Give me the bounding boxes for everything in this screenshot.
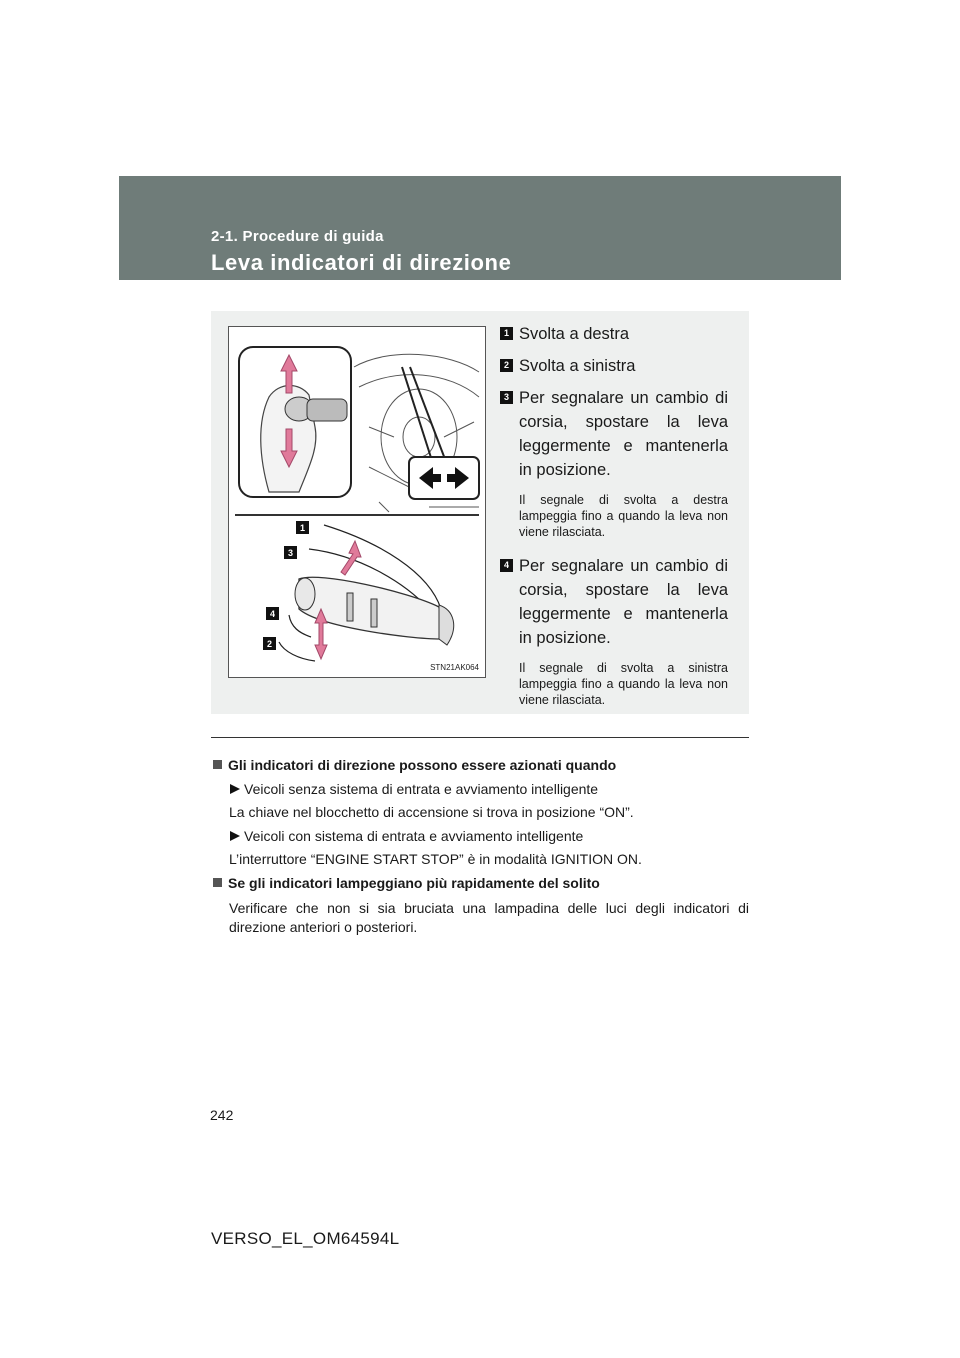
step-item <box>500 354 728 378</box>
note-sub-item-label: Veicoli senza sistema di entrata e avviamento intelligente <box>244 781 599 797</box>
step-text: Svolta a sinistra <box>519 357 636 375</box>
step-item <box>500 322 728 346</box>
note-sub-item <box>213 781 749 797</box>
step-list <box>500 322 728 722</box>
square-bullet-icon <box>213 878 222 887</box>
notes-section <box>213 757 749 937</box>
hand-lever-inset <box>239 347 351 497</box>
note-heading-text: Gli indicatori di direzione possono essere azionati quando <box>228 757 617 773</box>
lever-detail <box>279 525 454 661</box>
step-number-badge: 3 <box>500 391 513 404</box>
page-number: 242 <box>210 1107 234 1123</box>
note-sub-item <box>213 828 749 844</box>
callout-3-label: 3 <box>287 548 294 558</box>
step-item <box>500 386 728 540</box>
section-label: 2-1. Procedure di guida <box>211 228 384 245</box>
note-detail: L’interruttore “ENGINE START STOP” è in modalità IGNITION ON. <box>229 851 642 867</box>
left-right-arrows-icon <box>409 457 479 499</box>
note-heading-text: Se gli indicatori lampeggiano più rapidamente del solito <box>228 875 600 891</box>
step-note: Il segnale di svolta a destra lampeggia fino a quando la leva non viene rilasciata. <box>519 493 728 539</box>
step-number-badge: 1 <box>500 327 513 340</box>
page-title: Leva indicatori di direzione <box>211 250 512 275</box>
triangle-bullet-icon <box>230 831 240 841</box>
note-paragraph: Verificare che non si sia bruciata una lampadina delle luci degli indicatori di direzione anteriori o posteriori. <box>229 900 749 935</box>
square-bullet-icon <box>213 760 222 769</box>
triangle-bullet-icon <box>230 784 240 794</box>
step-text: Per segnalare un cambio di corsia, spostare la leva leggermente e mantenerla in posizione. <box>519 389 728 479</box>
step-item <box>500 554 728 708</box>
note-detail: La chiave nel blocchetto di accensione si trova in posizione “ON”. <box>229 804 634 820</box>
note-heading <box>213 757 749 773</box>
callout-2-label: 2 <box>266 639 273 649</box>
document-code: VERSO_EL_OM64594L <box>211 1229 400 1248</box>
image-code: STN21AK064 <box>430 663 479 672</box>
step-number-badge: 4 <box>500 559 513 572</box>
note-heading <box>213 875 749 891</box>
section-divider <box>211 737 749 738</box>
step-number-badge: 2 <box>500 359 513 372</box>
callout-1-label: 1 <box>299 523 306 533</box>
step-text: Per segnalare un cambio di corsia, spostare la leva leggermente e mantenerla in posizione. <box>519 557 728 647</box>
step-note: Il segnale di svolta a sinistra lampeggia fino a quando la leva non viene rilasciata. <box>519 661 728 707</box>
note-sub-item-label: Veicoli con sistema di entrata e avviamento intelligente <box>244 828 584 844</box>
step-text: Svolta a destra <box>519 325 630 343</box>
turn-signal-illustration <box>228 326 486 678</box>
callout-4-label: 4 <box>269 609 276 619</box>
